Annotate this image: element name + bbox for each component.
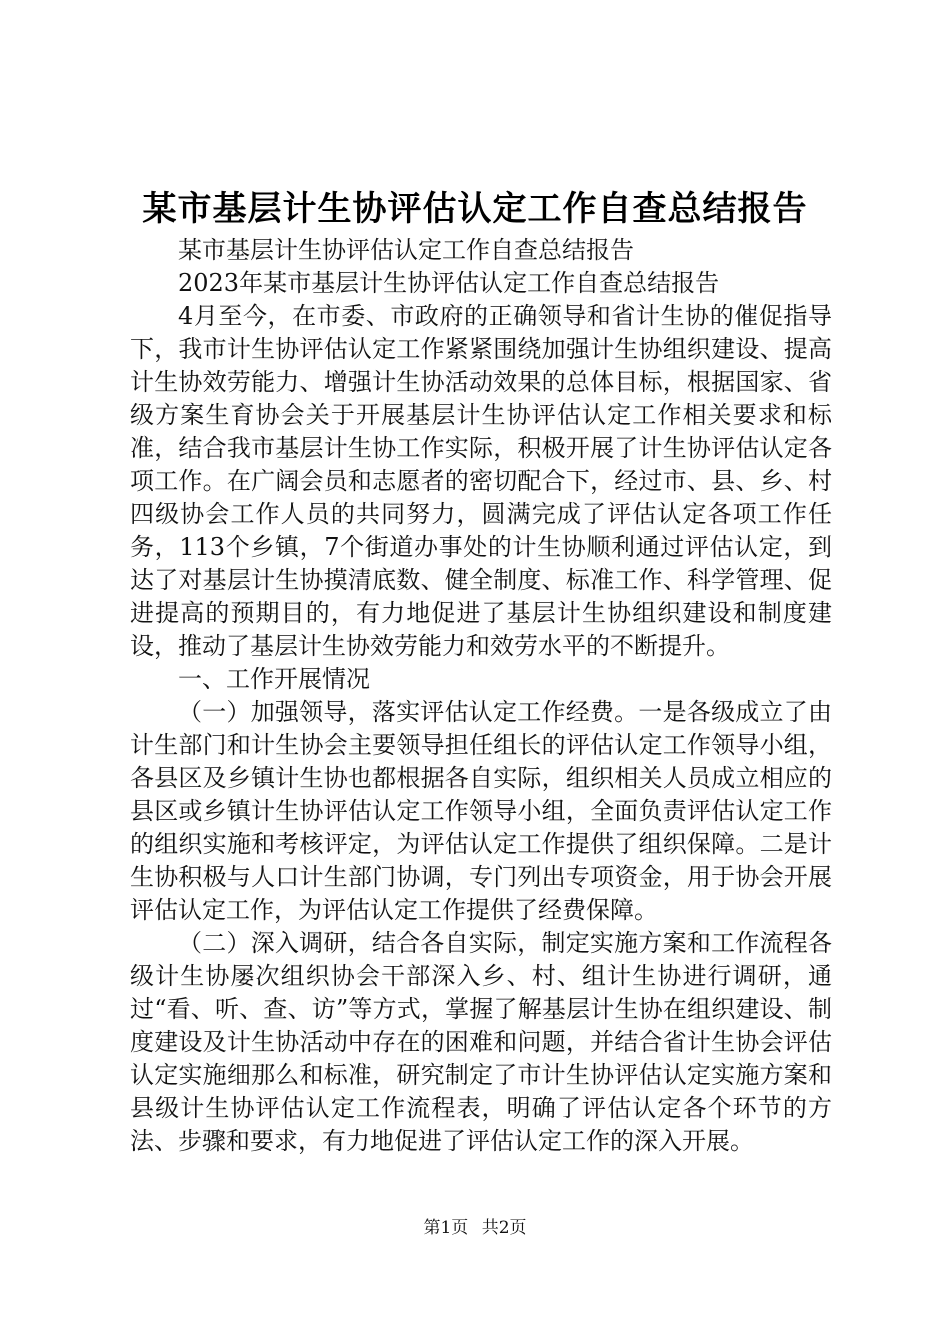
paragraph-section-1: （一）加强领导，落实评估认定工作经费。一是各级成立了由计生部门和计生协会主要领导担任组长的评估认定工作领导小组，各县区及乡镇计生协也都根据各自实际，组织相关人员成立相应的县区或乡镇计生协评估认定工作领导小组，全面负责评估认定工作的组织实施和考核评定，为评估认定工作提供了组织保障。二是计生协积极与人口计生部门协调，专门列出专项资金，用于协会开展评估认定工作，为评估认定工作提供了经费保障。 <box>130 698 832 924</box>
document-body <box>130 234 832 1158</box>
paragraph-section-2: （二）深入调研，结合各自实际，制定实施方案和工作流程各级计生协屡次组织协会干部深入乡、村、组计生协进行调研，通过“看、听、查、访”等方式，掌握了解基层计生协在组织建设、制度建设及计生协活动中存在的困难和问题，并结合省计生协会评估认定实施细那么和标准，研究制定了市计生协评估认定实施方案和县级计生协评估认定工作流程表，明确了评估认定各个环节的方法、步骤和要求，有力地促进了评估认定工作的深入开展。 <box>130 929 832 1155</box>
page-number: 第1页 <box>423 1218 469 1238</box>
paragraph-year-title: 2023年某市基层计生协评估认定工作自查总结报告 <box>178 269 720 297</box>
section-heading: 一、工作开展情况 <box>178 665 370 693</box>
paragraph-intro: 4月至今，在市委、市政府的正确领导和省计生协的催促指导下，我市计生协评估认定工作紧紧围绕加强计生协组织建设、提高计生协效劳能力、增强计生协活动效果的总体目标，根据国家、省级方案生育协会关于开展基层计生协评估认定工作相关要求和标准，结合我市基层计生协工作实际，积极开展了计生协评估认定各项工作。在广阔会员和志愿者的密切配合下，经过市、县、乡、村四级协会工作人员的共同努力，圆满完成了评估认定各项工作任务，113个乡镇，7个街道办事处的计生协顺利通过评估认定，到达了对基层计生协摸清底数、健全制度、标准工作、科学管理、促进提高的预期目的，有力地促进了基层计生协组织建设和制度建设，推动了基层计生协效劳能力和效劳水平的不断提升。 <box>130 302 832 660</box>
page-total: 共2页 <box>481 1218 527 1238</box>
page-footer <box>0 1216 950 1240</box>
paragraph-subtitle: 某市基层计生协评估认定工作自查总结报告 <box>178 236 634 264</box>
document-title: 某市基层计生协评估认定工作自查总结报告 <box>142 189 808 229</box>
